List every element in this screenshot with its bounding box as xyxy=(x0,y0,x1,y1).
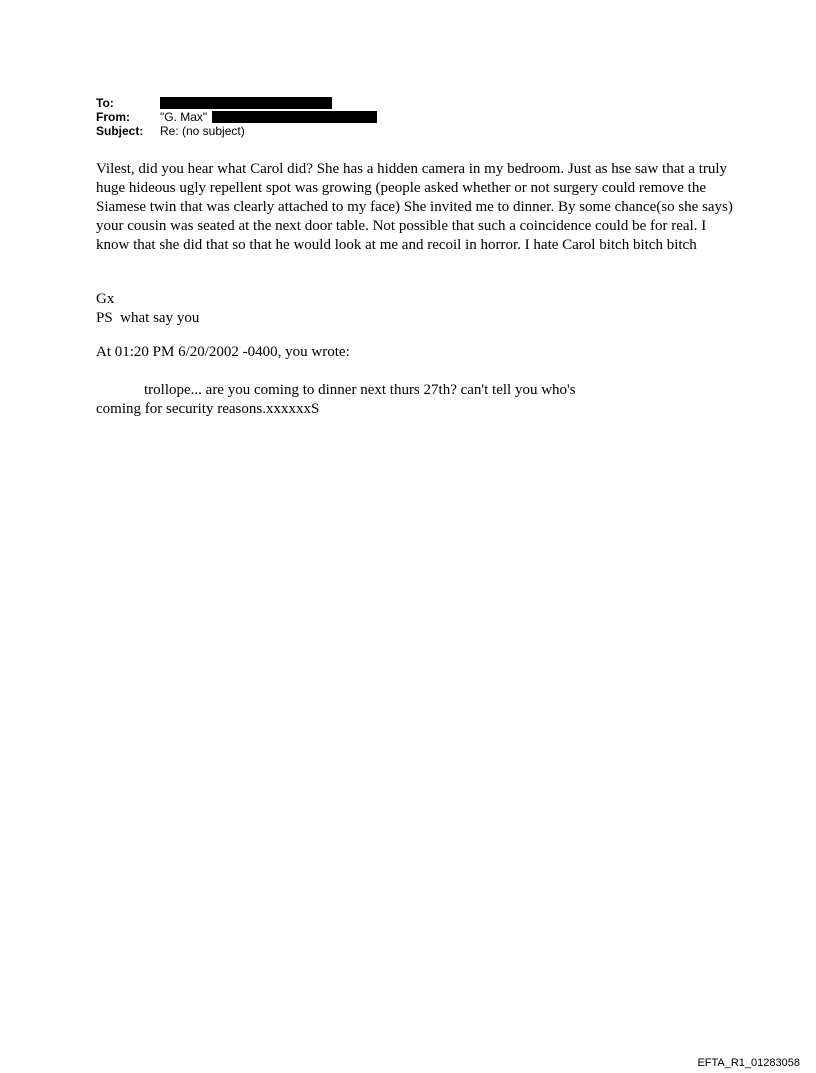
to-redaction-block xyxy=(160,97,332,109)
to-row xyxy=(96,96,377,110)
subject-value: Re: (no subject) xyxy=(160,124,245,138)
quoted-line-1-text: trollope... are you coming to dinner next thurs 27th? can't tell you who's xyxy=(144,382,576,398)
message-paragraph: Vilest, did you hear what Carol did? She has a hidden camera in my bedroom. Just as hse saw that a truly huge hideous ugly repellent spot was growing (people asked whether or not surgery could remove the Siamese twin that was clearly attached to my face) She invited me to dinner. By some chance(so she says) your cousin was seated at the next door table. Not possible that such a coincidence could be for real. I know that she did that so that he would look at me and recoil in horror. I hate Carol bitch bitch bitch xyxy=(96,161,733,253)
quoted-message xyxy=(96,381,736,419)
postscript-text: PS what say you xyxy=(96,310,200,326)
from-redaction-block xyxy=(212,111,377,123)
document-id: EFTA_R1_01283058 xyxy=(697,1057,800,1069)
quoted-line-1 xyxy=(96,381,736,400)
subject-row xyxy=(96,124,377,138)
quoted-line-2: coming for security reasons.xxxxxxS xyxy=(96,401,320,417)
email-header xyxy=(96,96,377,138)
quote-header: At 01:20 PM 6/20/2002 -0400, you wrote: xyxy=(96,344,350,360)
subject-label: Subject: xyxy=(96,124,144,138)
from-label: From: xyxy=(96,110,130,124)
signoff-block xyxy=(96,290,736,328)
from-row xyxy=(96,110,377,124)
signoff-text: Gx xyxy=(96,291,115,307)
to-label: To: xyxy=(96,96,114,110)
from-value: "G. Max" xyxy=(160,110,211,124)
